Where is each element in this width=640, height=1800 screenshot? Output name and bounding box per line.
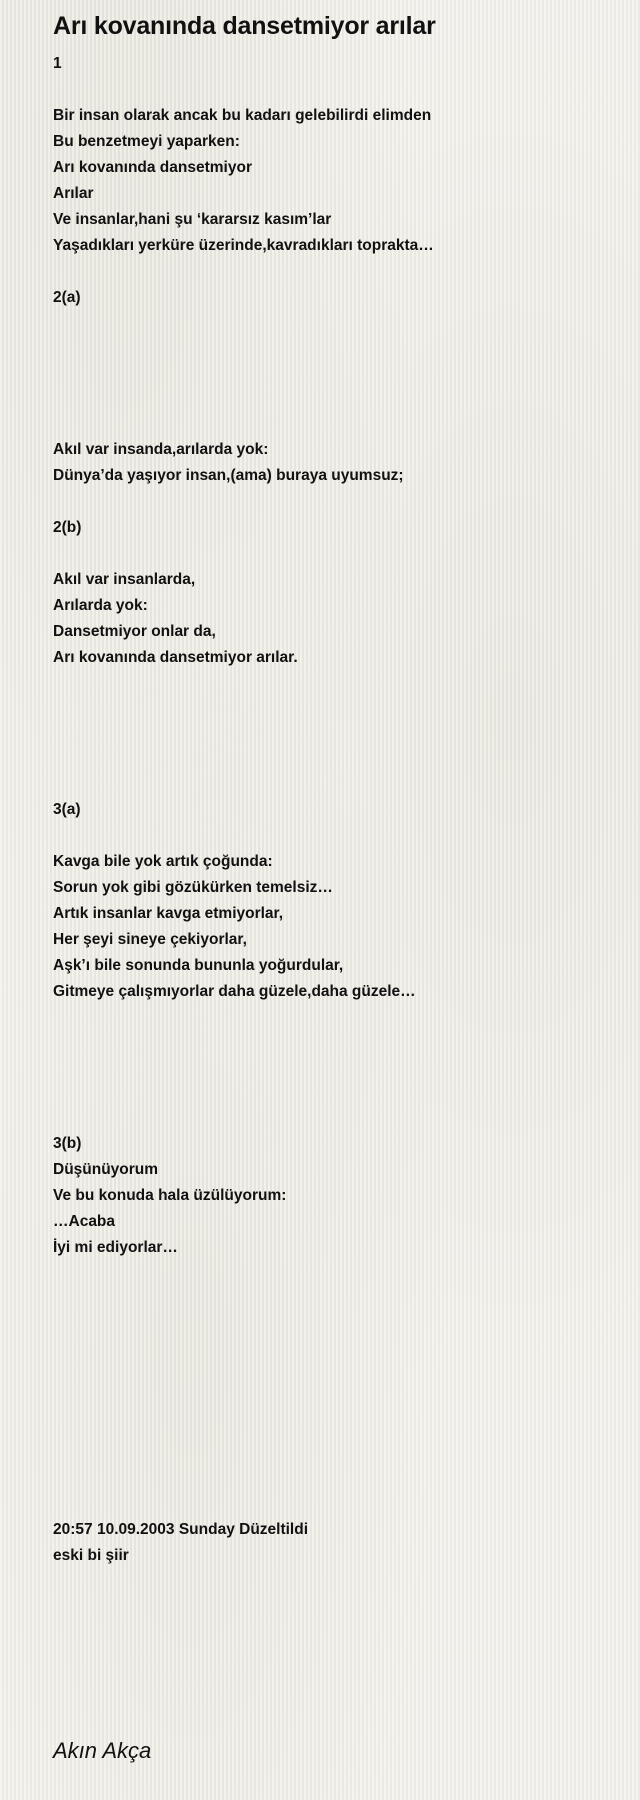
poem-line: …Acaba: [53, 1213, 116, 1230]
author-signature: Akın Akça: [53, 1738, 152, 1763]
poem-line: Gitmeye çalışmıyorlar daha güzele,daha güzele…: [53, 983, 416, 1000]
poem-line: Bir insan olarak ancak bu kadarı gelebilirdi elimden: [53, 107, 432, 124]
poem-line: Sorun yok gibi gözükürken temelsiz…: [53, 879, 333, 896]
poem-line: Düşünüyorum: [53, 1161, 159, 1178]
edit-timestamp: 20:57 10.09.2003 Sunday Düzeltildi: [53, 1521, 309, 1538]
section-number: 3(b): [53, 1135, 82, 1152]
poem-line: Ve bu konuda hala üzülüyorum:: [53, 1187, 287, 1204]
poem-line: Her şeyi sineye çekiyorlar,: [53, 931, 247, 948]
poem-line: Dansetmiyor onlar da,: [53, 623, 216, 640]
poem-line: Arılar: [53, 185, 94, 202]
poem-line: Arılarda yok:: [53, 597, 148, 614]
section-number: 2(b): [53, 519, 82, 536]
poem-line: Arı kovanında dansetmiyor: [53, 159, 252, 176]
poem-line: Kavga bile yok artık çoğunda:: [53, 853, 273, 870]
section-number: 2(a): [53, 289, 81, 306]
poem-line: Ve insanlar,hani şu ‘kararsız kasım’lar: [53, 211, 332, 228]
poem-line: Bu benzetmeyi yaparken:: [53, 133, 240, 150]
section-number: 3(a): [53, 801, 81, 818]
section-number: 1: [53, 55, 62, 72]
poem-line: Dünya’da yaşıyor insan,(ama) buraya uyumsuz;: [53, 467, 404, 484]
poem-line: Arı kovanında dansetmiyor arılar.: [53, 649, 298, 666]
poem-line: Akıl var insanda,arılarda yok:: [53, 441, 269, 458]
poem-line: Aşk’ı bile sonunda bununla yoğurdular,: [53, 957, 344, 974]
poem-line: Artık insanlar kavga etmiyorlar,: [53, 905, 284, 922]
poem-title: Arı kovanında dansetmiyor arılar: [53, 12, 436, 40]
poem-line: Yaşadıkları yerküre üzerinde,kavradıkları toprakta…: [53, 237, 434, 254]
poem-line: Akıl var insanlarda,: [53, 571, 196, 588]
poem-line: İyi mi ediyorlar…: [53, 1239, 178, 1256]
poem-note: eski bi şiir: [53, 1547, 129, 1564]
